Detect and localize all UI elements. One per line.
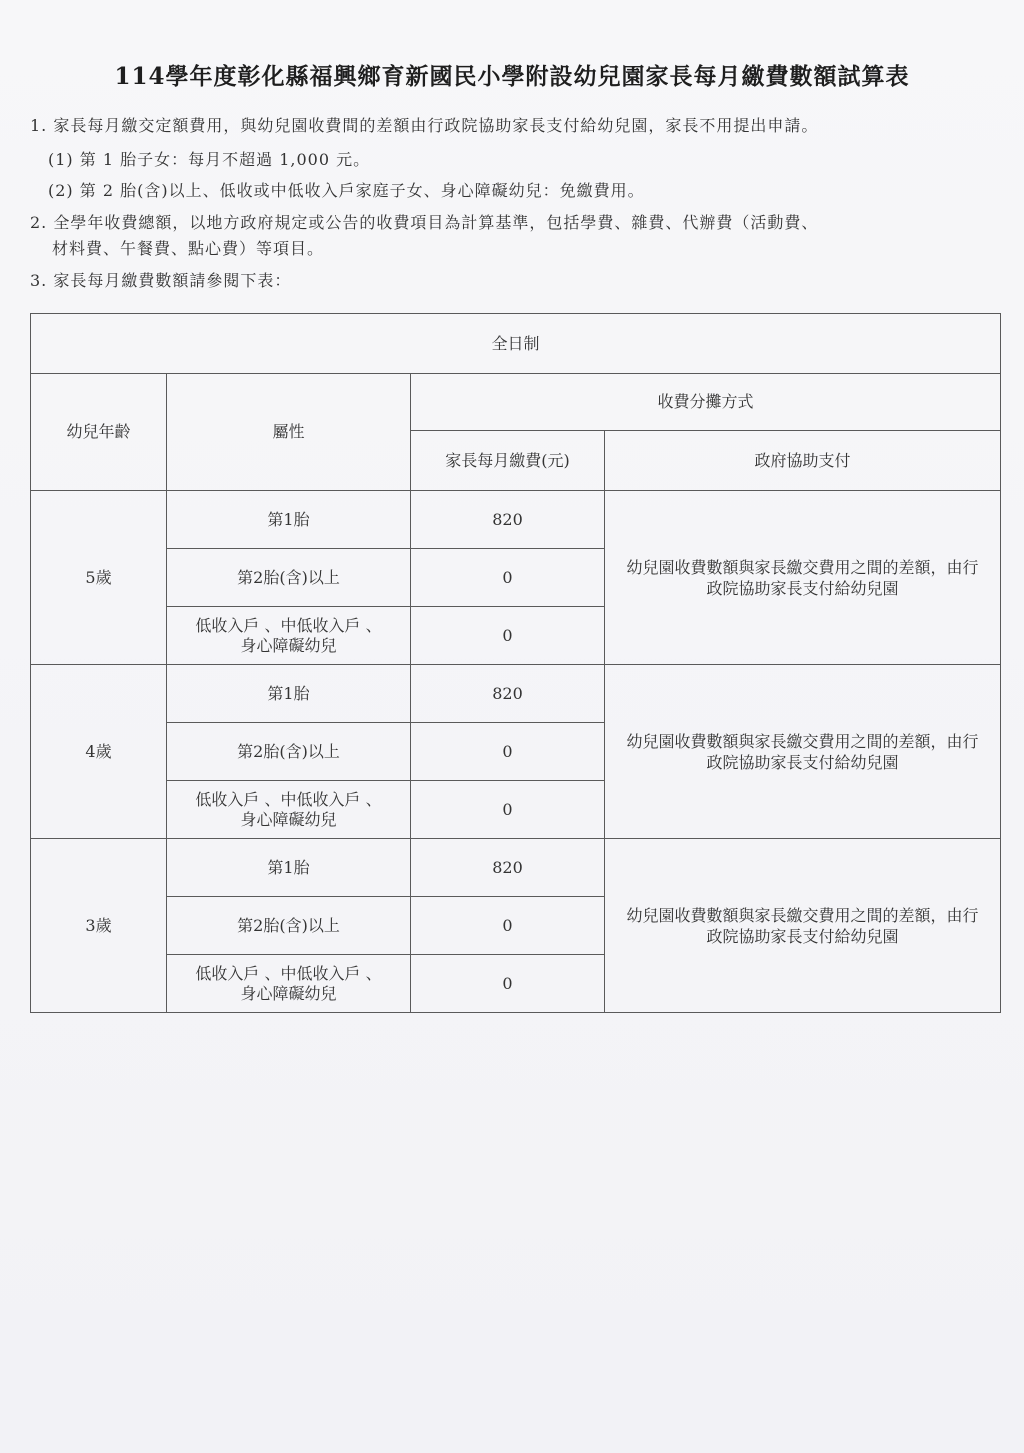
- parent-fee-cell: 0: [411, 723, 605, 781]
- attribute-cell: 第1胎: [167, 839, 411, 897]
- attribute-cell: 低收入戶 、中低收入戶 、 身心障礙幼兒: [167, 607, 411, 665]
- note-1-1: (1) 第 1 胎子女：每月不超過 1,000 元。: [48, 150, 371, 169]
- gov-support-header: 政府協助支付: [605, 431, 1001, 491]
- parent-fee-cell: 0: [411, 955, 605, 1013]
- note-1-2: (2) 第 2 胎(含)以上、低收或中低收入戶家庭子女、身心障礙幼兒：免繳費用。: [48, 181, 645, 200]
- parent-fee-cell: 820: [411, 839, 605, 897]
- note-2-cont: 材料費、午餐費、點心費）等項目。: [52, 239, 325, 258]
- parent-fee-cell: 820: [411, 491, 605, 549]
- parent-fee-cell: 820: [411, 665, 605, 723]
- full-day-header: 全日制: [31, 314, 1001, 374]
- attribute-cell: 低收入戶 、中低收入戶 、 身心障礙幼兒: [167, 781, 411, 839]
- split-header: 收費分攤方式: [411, 374, 1001, 431]
- parent-fee-cell: 0: [411, 897, 605, 955]
- gov-support-cell: 幼兒園收費數額與家長繳交費用之間的差額，由行政院協助家長支付給幼兒園: [605, 491, 1001, 665]
- table-row: [31, 491, 1001, 549]
- attribute-cell: 第2胎(含)以上: [167, 549, 411, 607]
- attribute-cell: 低收入戶 、中低收入戶 、 身心障礙幼兒: [167, 955, 411, 1013]
- table-row: [31, 839, 1001, 897]
- document-title: 114學年度彰化縣福興鄉育新國民小學附設幼兒園家長每月繳費數額試算表: [114, 63, 910, 90]
- attribute-cell: 第1胎: [167, 491, 411, 549]
- age-header: 幼兒年齡: [31, 374, 167, 491]
- note-3: 3. 家長每月繳費數額請參閱下表：: [30, 271, 292, 290]
- attribute-cell: 第2胎(含)以上: [167, 897, 411, 955]
- parent-fee-cell: 0: [411, 549, 605, 607]
- age-cell: 3歲: [31, 839, 167, 1013]
- attribute-cell: 第2胎(含)以上: [167, 723, 411, 781]
- note-2: 2. 全學年收費總額，以地方政府規定或公告的收費項目為計算基準，包括學費、雜費、代辦費（活動費、: [30, 213, 819, 232]
- parent-fee-cell: 0: [411, 607, 605, 665]
- age-cell: 4歲: [31, 665, 167, 839]
- gov-support-cell: 幼兒園收費數額與家長繳交費用之間的差額，由行政院協助家長支付給幼兒園: [605, 665, 1001, 839]
- parent-fee-cell: 0: [411, 781, 605, 839]
- parent-fee-header: 家長每月繳費(元): [411, 431, 605, 491]
- note-1: 1. 家長每月繳交定額費用，與幼兒園收費間的差額由行政院協助家長支付給幼兒園，家長不用提出申請。: [30, 116, 819, 135]
- table-row: [31, 665, 1001, 723]
- age-cell: 5歲: [31, 491, 167, 665]
- attribute-cell: 第1胎: [167, 665, 411, 723]
- gov-support-cell: 幼兒園收費數額與家長繳交費用之間的差額，由行政院協助家長支付給幼兒園: [605, 839, 1001, 1013]
- fee-table: [30, 313, 1001, 1013]
- attribute-header: 屬性: [167, 374, 411, 491]
- fee-table-body: [31, 491, 1001, 1013]
